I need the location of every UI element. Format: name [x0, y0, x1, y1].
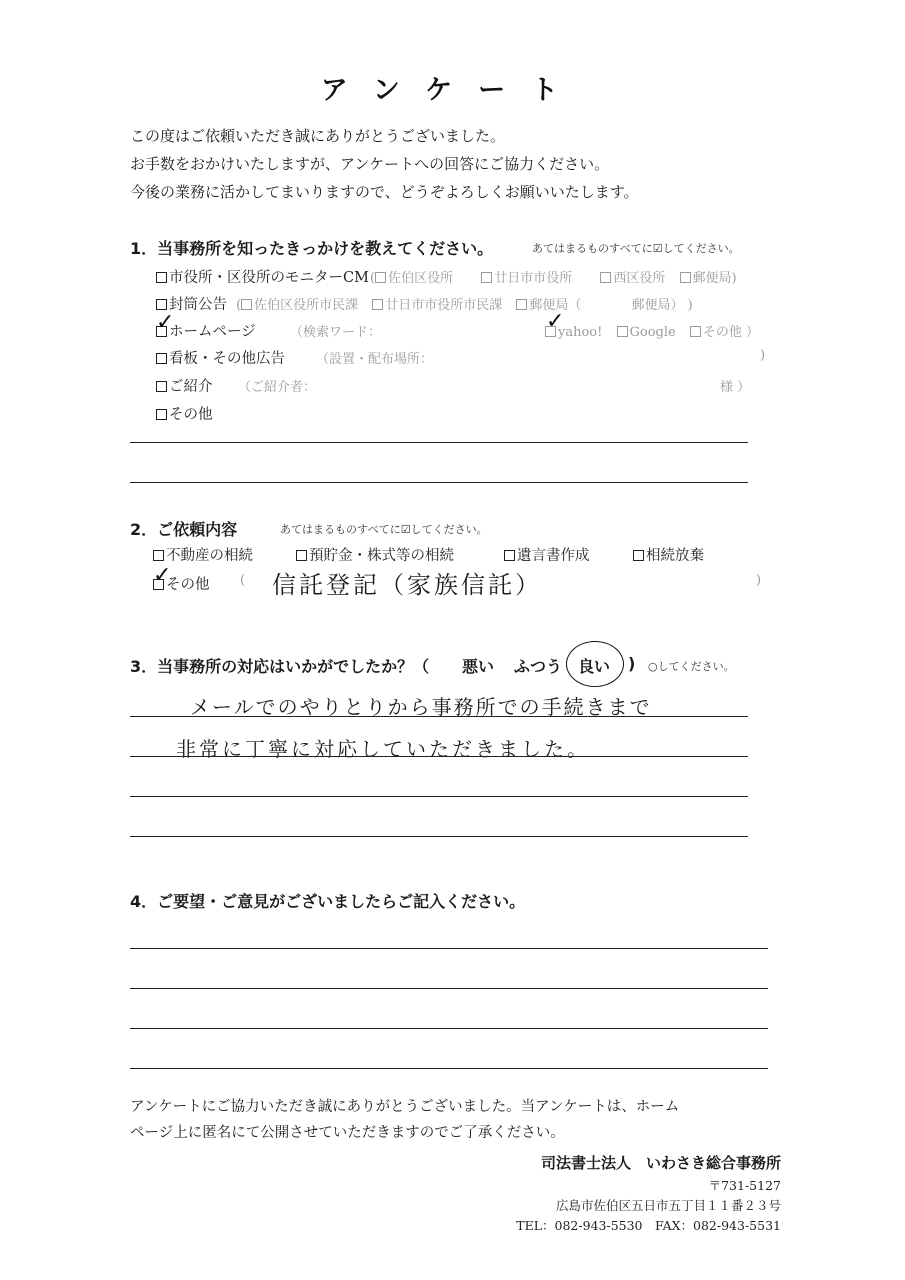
intro-line-1: この度はご依頼いただき誠にありがとうございました。 [130, 127, 506, 145]
q1-write-line [130, 442, 748, 443]
checkbox-icon[interactable] [481, 272, 492, 283]
checkmark-icon: ✓ [546, 309, 565, 334]
checkbox-icon[interactable] [153, 550, 164, 561]
q3-note: ○してください。 [648, 660, 735, 673]
checkbox-icon[interactable] [156, 381, 167, 392]
q3-rating-good[interactable]: 良い [578, 657, 611, 676]
q1-homepage-engines: yahoo! Google その他 ） [545, 321, 759, 340]
q1-note: あてはまるものすべてに☑してください。 [532, 242, 740, 255]
address: 広島市佐伯区五日市五丁目１１番２３号 [555, 1198, 781, 1213]
q1-heading: 1．当事務所を知ったきっかけを教えてください。 [130, 239, 494, 258]
q2-option-renunciation[interactable]: 相続放棄 [633, 544, 704, 565]
footer-thanks-line-2: ページ上に匿名にて公開させていただきますのでご了承ください。 [130, 1125, 565, 1141]
q3-write-line [130, 796, 748, 797]
q4-write-line [130, 1028, 768, 1029]
q1-monitor-sub: ( 佐伯区役所 廿日市市役所 西区役所 郵便局) [370, 271, 737, 286]
checkbox-icon[interactable] [372, 299, 383, 310]
q1-signboard-close: ) [760, 348, 766, 363]
q1-referral-close: 様 ） [720, 380, 751, 395]
checkbox-icon[interactable] [516, 299, 527, 310]
checkbox-icon[interactable] [633, 550, 644, 561]
checkbox-icon[interactable] [690, 326, 701, 337]
intro-line-3: 今後の業務に活かしてまいりますので、どうぞよろしくお願いいたします。 [130, 183, 639, 201]
q2-option-will[interactable]: 遺言書作成 [504, 544, 590, 565]
q2-option-deposits[interactable]: 預貯金・株式等の相続 [296, 544, 454, 565]
q3-write-line [130, 756, 748, 757]
checkbox-icon[interactable] [156, 353, 167, 364]
checkbox-icon[interactable] [600, 272, 611, 283]
footer-thanks-line-1: アンケートにご協力いただき誠にありがとうございました。当アンケートは、ホーム [130, 1099, 680, 1115]
q4-write-line [130, 1068, 768, 1069]
checkbox-icon[interactable] [296, 550, 307, 561]
q1-option-homepage[interactable]: ホームページ [156, 320, 256, 341]
q1-option-signboard[interactable]: 看板・その他広告 [156, 347, 285, 368]
firm-name: 司法書士法人 いわさき総合事務所 [540, 1154, 781, 1172]
q1-envelope-sub: ( 佐伯区役所市民課 廿日市市役所市民課 郵便局（ 郵便局） ) [236, 298, 693, 313]
q2-other-close: ) [756, 573, 762, 588]
checkbox-icon[interactable] [156, 409, 167, 420]
q1-signboard-sub: （設置・配布場所： [316, 352, 434, 367]
q3-write-line [130, 716, 748, 717]
q1-option-monitor-cm[interactable]: 市役所・区役所のモニターCM [156, 266, 369, 287]
checkbox-icon[interactable] [617, 326, 628, 337]
q2-note: あてはまるものすべてに☑してください。 [280, 523, 488, 536]
intro-line-2: お手数をおかけいたしますが、アンケートへの回答にご協力ください。 [130, 155, 610, 173]
q4-heading: 4．ご要望・ご意見がございましたらご記入ください。 [130, 892, 526, 911]
checkbox-icon[interactable] [504, 550, 515, 561]
checkbox-icon[interactable] [156, 299, 167, 310]
checkbox-icon[interactable] [156, 272, 167, 283]
q1-option-other[interactable]: その他 [156, 403, 213, 424]
q1-write-line [130, 482, 748, 483]
q3-rating-normal[interactable]: ふつう [514, 657, 563, 676]
q2-option-real-estate[interactable]: 不動産の相続 [153, 544, 253, 565]
selection-circle [566, 641, 624, 687]
q3-handwritten-line-1: メールでのやりとりから事務所での手続きまで [190, 695, 652, 719]
q1-referral-sub: （ご紹介者： [238, 380, 317, 395]
q3-write-line [130, 836, 748, 837]
q3-handwritten-line-2: 非常に丁寧に対応していただきました。 [176, 737, 590, 761]
tel-fax: TEL：082-943-5530 FAX：082-943-5531 [516, 1218, 781, 1233]
page-title: アンケート [320, 75, 585, 106]
q3-heading: 3．当事務所の対応はいかがでしたか？（ [130, 657, 430, 676]
q2-other-open: ( [240, 573, 246, 588]
checkmark-icon: ✓ [153, 563, 172, 588]
checkbox-icon[interactable] [375, 272, 386, 283]
postal-code: 〒731-5127 [708, 1178, 781, 1193]
checkbox-icon[interactable] [241, 299, 252, 310]
q1-homepage-keyword: （検索ワード： [290, 325, 382, 340]
q1-option-referral[interactable]: ご紹介 [156, 375, 213, 396]
q3-rating-bad[interactable]: 悪い [462, 657, 495, 676]
q2-option-other[interactable]: その他 [153, 573, 210, 594]
q2-heading: 2．ご依頼内容 [130, 520, 238, 539]
q4-write-line [130, 988, 768, 989]
q2-handwritten-answer: 信託登記（家族信託） [272, 571, 542, 599]
q3-close: ) [628, 654, 636, 673]
checkmark-icon: ✓ [156, 310, 175, 335]
checkbox-icon[interactable] [680, 272, 691, 283]
q1-option-envelope[interactable]: 封筒公告 [156, 293, 227, 314]
q4-write-line [130, 948, 768, 949]
